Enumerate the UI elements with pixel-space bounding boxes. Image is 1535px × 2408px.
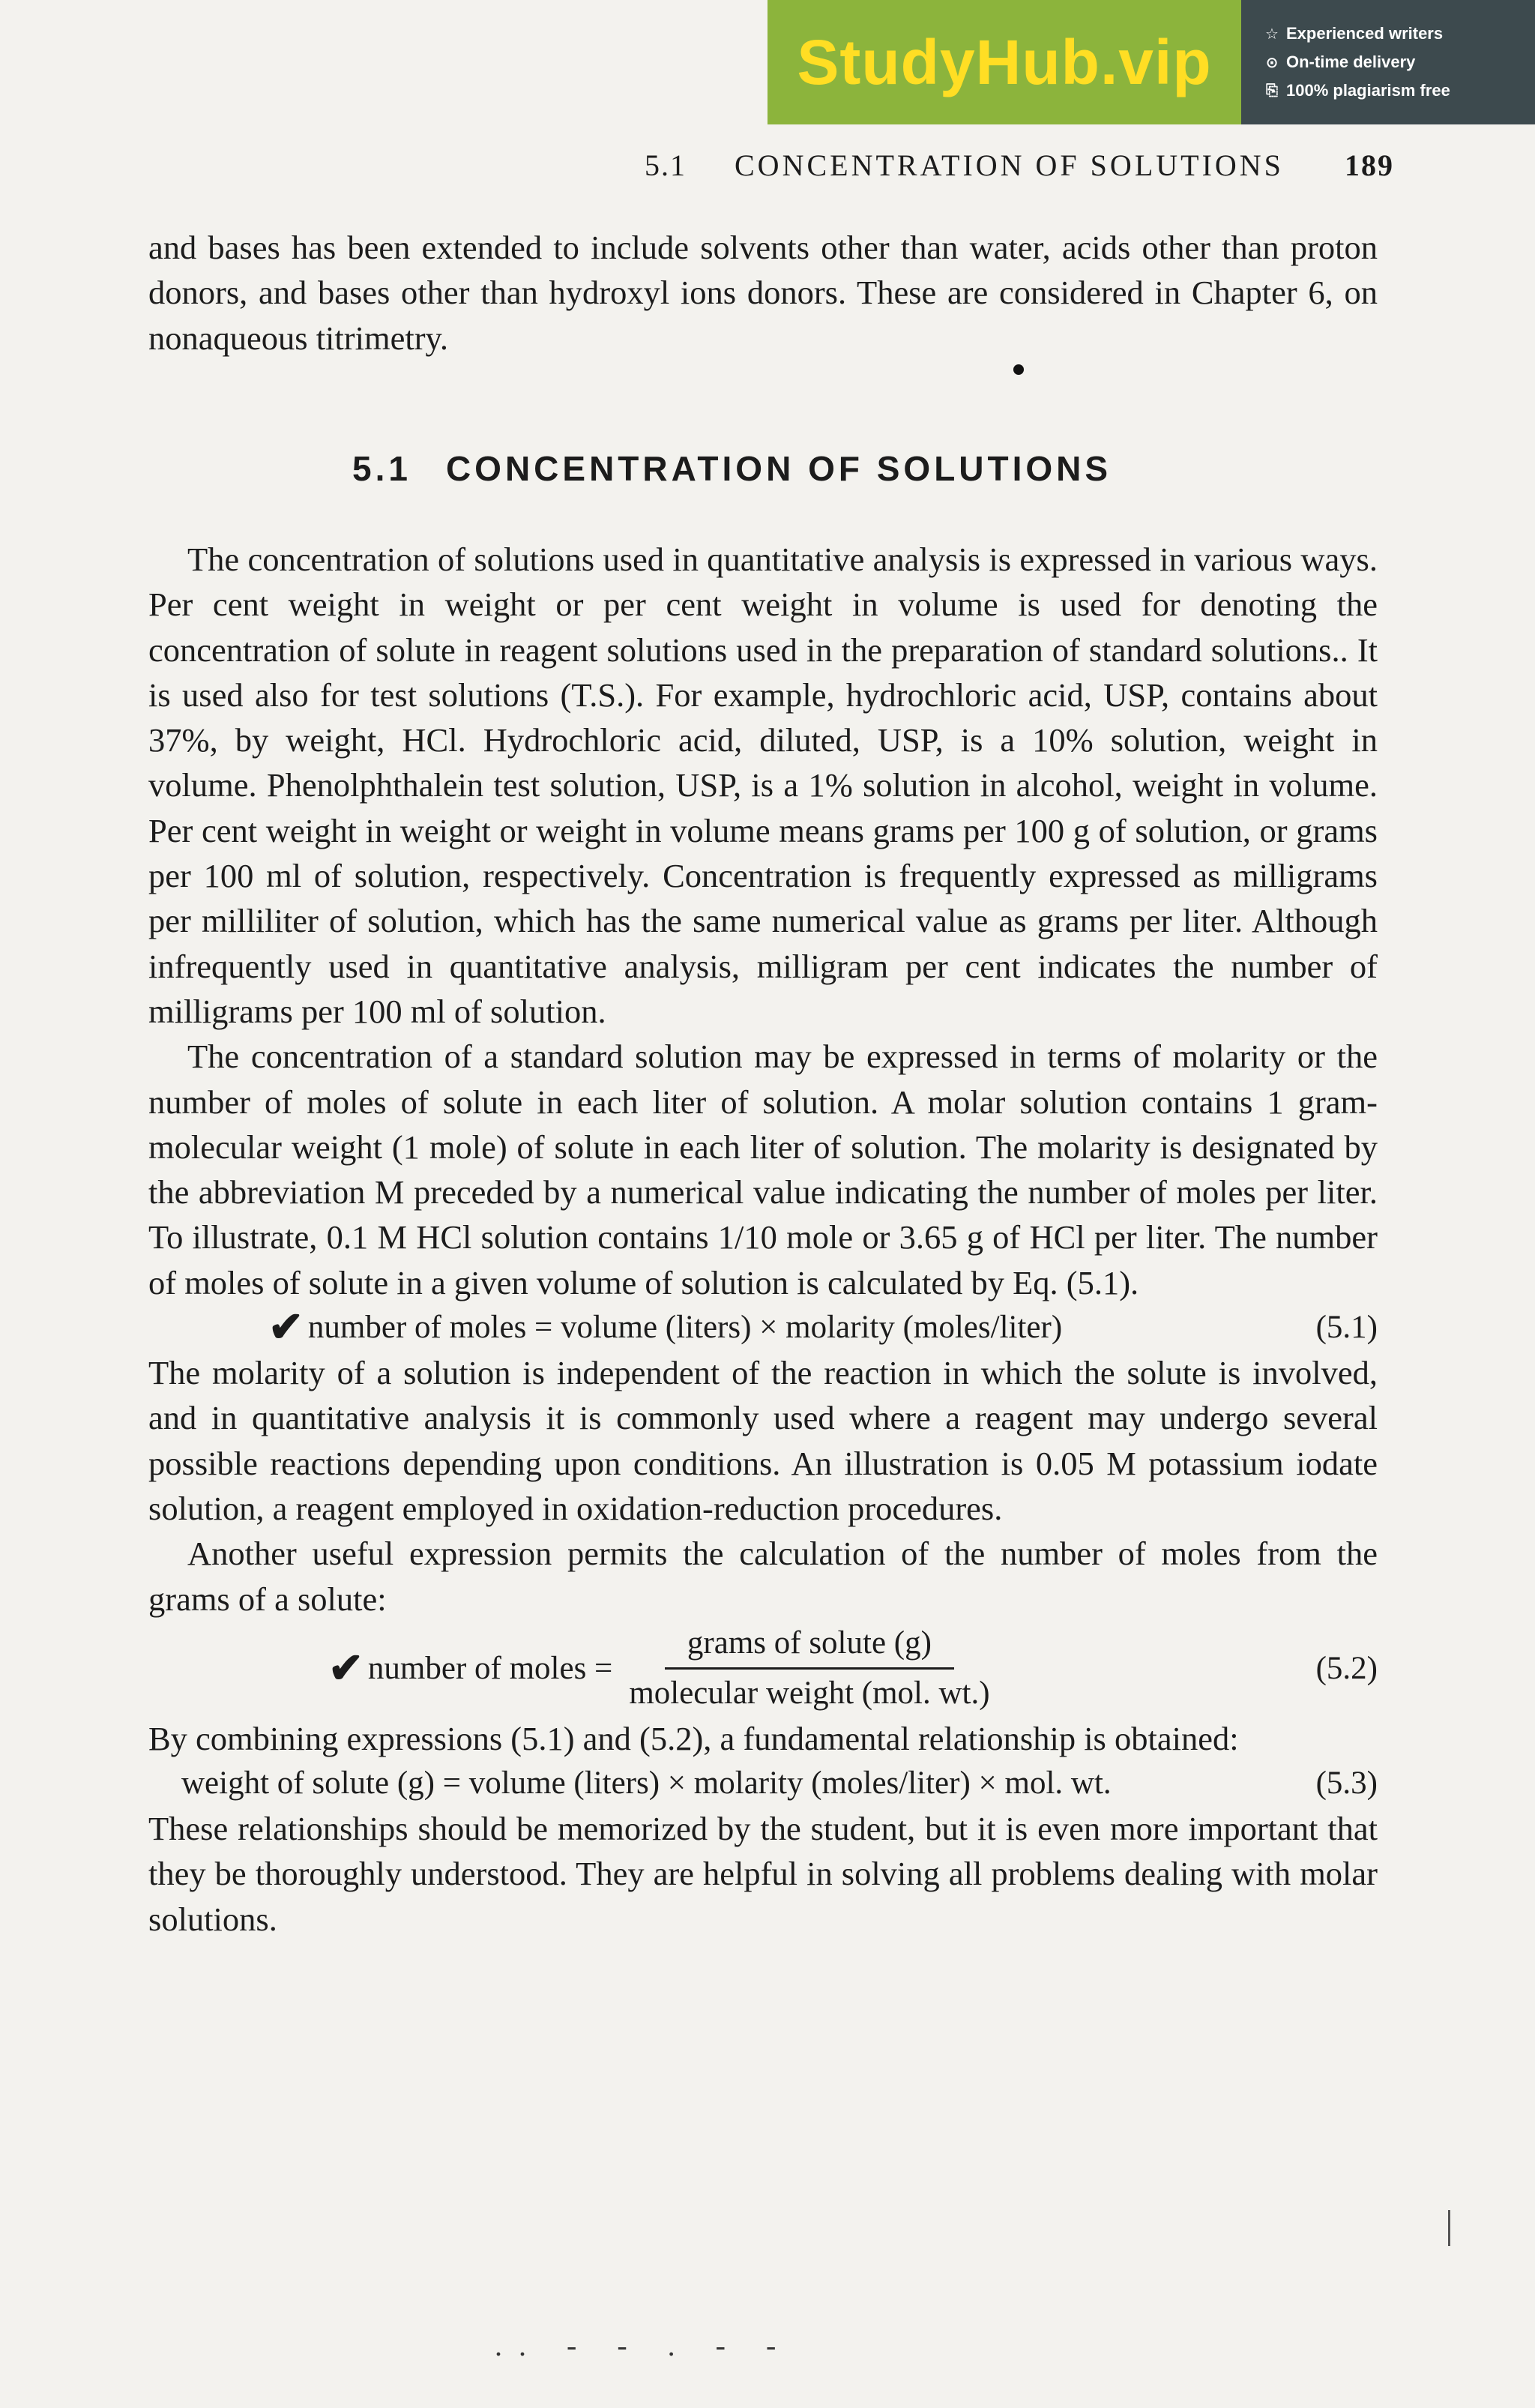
intro-text — [148, 225, 1378, 361]
equation-number: (5.3) — [1315, 1765, 1378, 1801]
header-title: CONCENTRATION OF SOLUTIONS — [735, 148, 1284, 182]
feature-label: On-time delivery — [1286, 52, 1416, 71]
star-icon: ☆ — [1265, 25, 1279, 43]
fraction-numerator: grams of solute (g) — [665, 1621, 954, 1670]
ink-dot — [1013, 364, 1024, 375]
feature-label: Experienced writers — [1286, 24, 1444, 43]
footer-marks: .. - - . - - — [495, 2329, 793, 2362]
brand-logo[interactable]: StudyHub.vip — [768, 0, 1241, 124]
document-icon: ⎘ — [1266, 82, 1278, 99]
fraction — [629, 1621, 989, 1717]
equation-number: (5.2) — [1315, 1650, 1378, 1686]
fraction-denominator: molecular weight (mol. wt.) — [629, 1676, 990, 1712]
feature-list — [1241, 0, 1535, 124]
page-number: 189 — [1345, 148, 1394, 182]
section-number: 5.1 — [352, 449, 411, 488]
margin-mark — [1448, 2210, 1450, 2246]
feature-item — [1264, 52, 1535, 72]
equation-5-2 — [148, 1622, 1378, 1716]
section-title: CONCENTRATION OF SOLUTIONS — [445, 449, 1112, 488]
feature-item — [1264, 81, 1535, 100]
feature-item — [1264, 24, 1535, 43]
running-header — [645, 142, 1394, 187]
paragraph-molarity: The concentration of a standard solution may be expressed in terms of molarity or the number of moles of solute in each liter of solution. A molar solution contains 1 gram-molecular weight (1 mole) of solute in each liter of solution. The molarity is designated by the abbreviation M preceded by a numerical value indicating the number of moles per liter. To illustrate, 0.1 M HCl solution contains 1/10 mole or 3.65 g of HCl per liter. The number of moles of solute in a given volume of solution is calculated by Eq. (5.1). — [148, 1038, 1378, 1301]
section-heading — [352, 448, 1252, 489]
advert-banner[interactable] — [768, 0, 1535, 124]
paragraph-molarity-independence: The molarity of a solution is independent of the reaction in which the solute is involved, and in quantitative analysis it is commonly used where a reagent may undergo several possible reactions depending upon conditions. An illustration is 0.05 M potassium iodate solution, a reagent employed in oxidation-reduction procedures. — [148, 1354, 1378, 1527]
feature-label: 100% plagiarism free — [1286, 81, 1450, 100]
header-section-number: 5.1 — [645, 148, 687, 182]
intro-paragraph: and bases has been extended to include solvents other than water, acids other than proton donors, and bases other than hydroxyl ions donors. These are considered in Chapter 6, on nonaqueous titrimetry. — [148, 229, 1378, 357]
main-text — [148, 537, 1378, 1942]
paragraph-moles-from-grams: Another useful expression permits the calculation of the number of moles from the grams of a solute: — [148, 1535, 1378, 1618]
equation-text: number of moles = volume (liters) × molarity (moles/liter) — [307, 1309, 1063, 1345]
equation-5-3 — [148, 1761, 1378, 1806]
equation-number: (5.1) — [1315, 1309, 1378, 1345]
paragraph-memorize: These relationships should be memorized by the student, but it is even more important that they be thoroughly understood. They are helpful in solving all problems dealing with molar solutions. — [148, 1810, 1378, 1938]
paragraph-percent-concentration: The concentration of solutions used in quantitative analysis is expressed in various ways. Per cent weight in weight or per cent weight in volume is used for denoting the concentration of solute in reagent solutions used in the preparation of standard solutions.. It is used also for test solutions (T.S.). For example, hydrochloric acid, USP, contains about 37%, by weight, HCl. Hydrochloric acid, diluted, USP, is a 10% solution, weight in volume. Phenolphthalein test solution, USP, is a 1% solution in alcohol, weight in volume. Per cent weight in weight or weight in volume means grams per 100 g of solution, or grams per 100 ml of solution, respectively. Concentration is frequently expressed as milligrams per milliliter of solution, which has the same numerical value as grams per liter. Although infrequently used in quantitative analysis, milligram per cent indicates the number of milligrams per 100 ml of solution. — [148, 541, 1378, 1030]
equation-text: weight of solute (g) = volume (liters) × molarity (moles/liter) × mol. wt. — [181, 1765, 1112, 1801]
clock-icon: ⊙ — [1265, 54, 1279, 71]
check-mark-icon: ✔ — [268, 1304, 304, 1351]
equation-5-1 — [148, 1305, 1378, 1350]
equation-lhs: number of moles = — [367, 1650, 613, 1686]
paragraph-combining: By combining expressions (5.1) and (5.2), a fundamental relationship is obtained: — [148, 1719, 1239, 1757]
check-mark-icon: ✔ — [328, 1645, 364, 1692]
